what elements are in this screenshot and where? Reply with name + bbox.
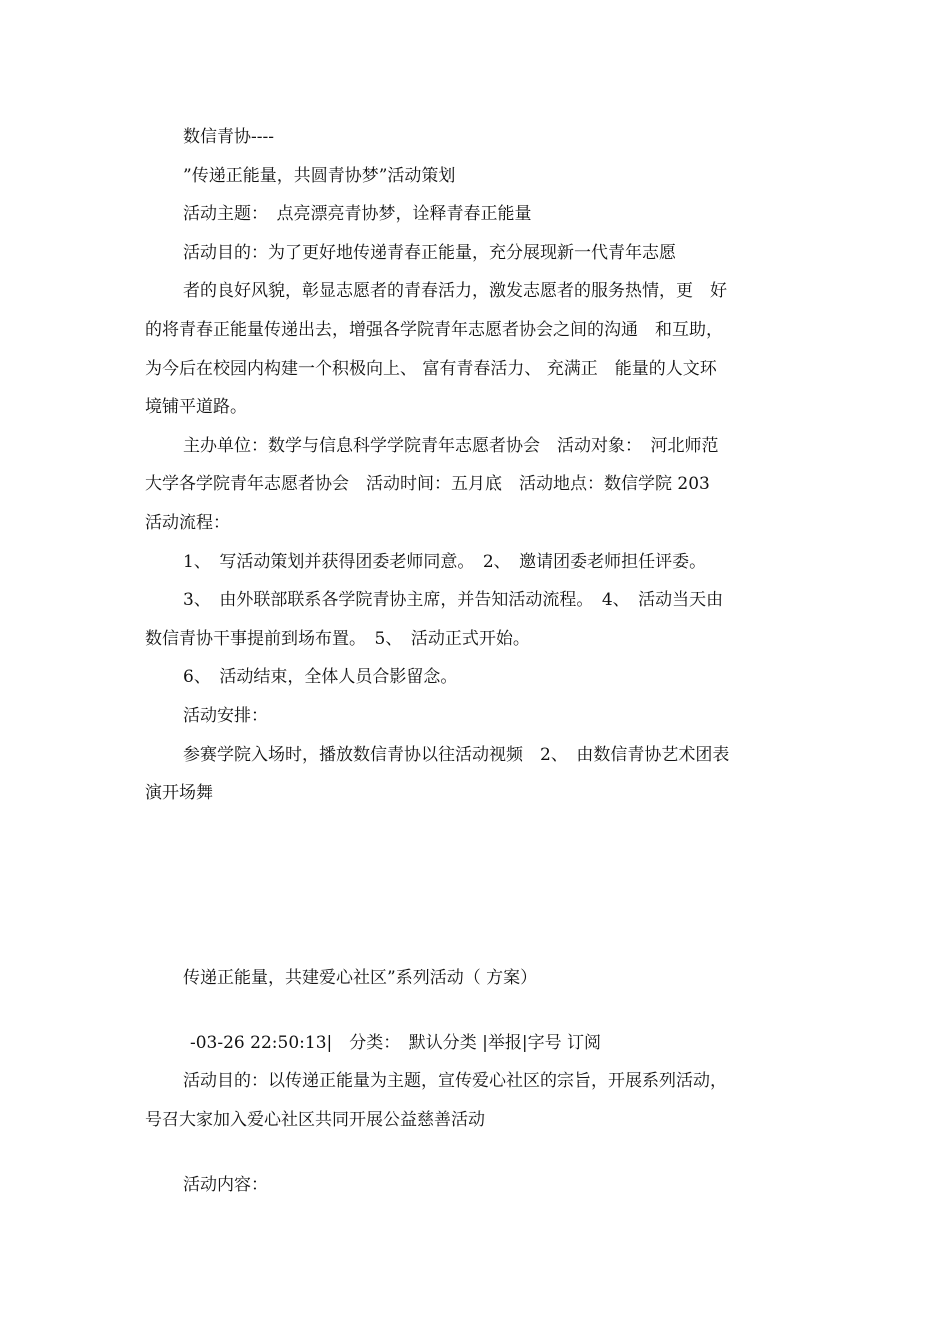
content-label: 活动内容： — [183, 1175, 268, 1195]
process-step: 数信青协干事提前到场布置。 5、 活动正式开始。 — [145, 629, 530, 649]
purpose-line: 的将青春正能量传递出去，增强各学院青年志愿者协会之间的沟通 和互助， — [145, 320, 723, 340]
purpose-line: 境铺平道路。 — [145, 397, 247, 417]
organizer-line: 主办单位：数学与信息科学学院青年志愿者协会 活动对象： 河北师范 — [183, 436, 719, 456]
purpose-line: 活动目的：为了更好地传递青春正能量，充分展现新一代青年志愿 — [183, 243, 676, 263]
org-name: 数信青协---- — [183, 127, 274, 147]
section2-purpose-line: 活动目的：以传递正能量为主题，宣传爱心社区的宗旨，开展系列活动， — [183, 1071, 727, 1091]
purpose-line: 为今后在校园内构建一个积极向上、 富有青春活力、 充满正 能量的人文环 — [145, 359, 717, 379]
section2-title: 传递正能量，共建爱心社区”系列活动（ 方案） — [183, 968, 538, 988]
arrangement-line: 参赛学院入场时，播放数信青协以往活动视频 2、 由数信青协艺术团表 — [183, 745, 730, 765]
arrangement-line: 演开场舞 — [145, 783, 213, 803]
activity-theme: 活动主题： 点亮漂亮青协梦，诠释青春正能量 — [183, 204, 532, 224]
purpose-line: 者的良好风貌，彰显志愿者的青春活力，激发志愿者的服务热情，更 好 — [183, 281, 727, 301]
organizer-line: 大学各学院青年志愿者协会 活动时间：五月底 活动地点：数信学院 203 — [145, 474, 710, 494]
arrangement-label: 活动安排： — [183, 706, 268, 726]
process-step: 3、 由外联部联系各学院青协主席，并告知活动流程。 4、 活动当天由 — [183, 590, 724, 610]
section2-purpose-line: 号召大家加入爱心社区共同开展公益慈善活动 — [145, 1110, 485, 1130]
process-step: 1、 写活动策划并获得团委老师同意。 2、 邀请团委老师担任评委。 — [183, 552, 707, 572]
process-step: 6、 活动结束，全体人员合影留念。 — [183, 667, 458, 687]
process-label: 活动流程： — [145, 513, 230, 533]
post-meta: -03-26 22:50:13| 分类： 默认分类 |举报|字号 订阅 — [190, 1033, 601, 1053]
activity-title: ”传递正能量，共圆青协梦”活动策划 — [183, 166, 456, 186]
